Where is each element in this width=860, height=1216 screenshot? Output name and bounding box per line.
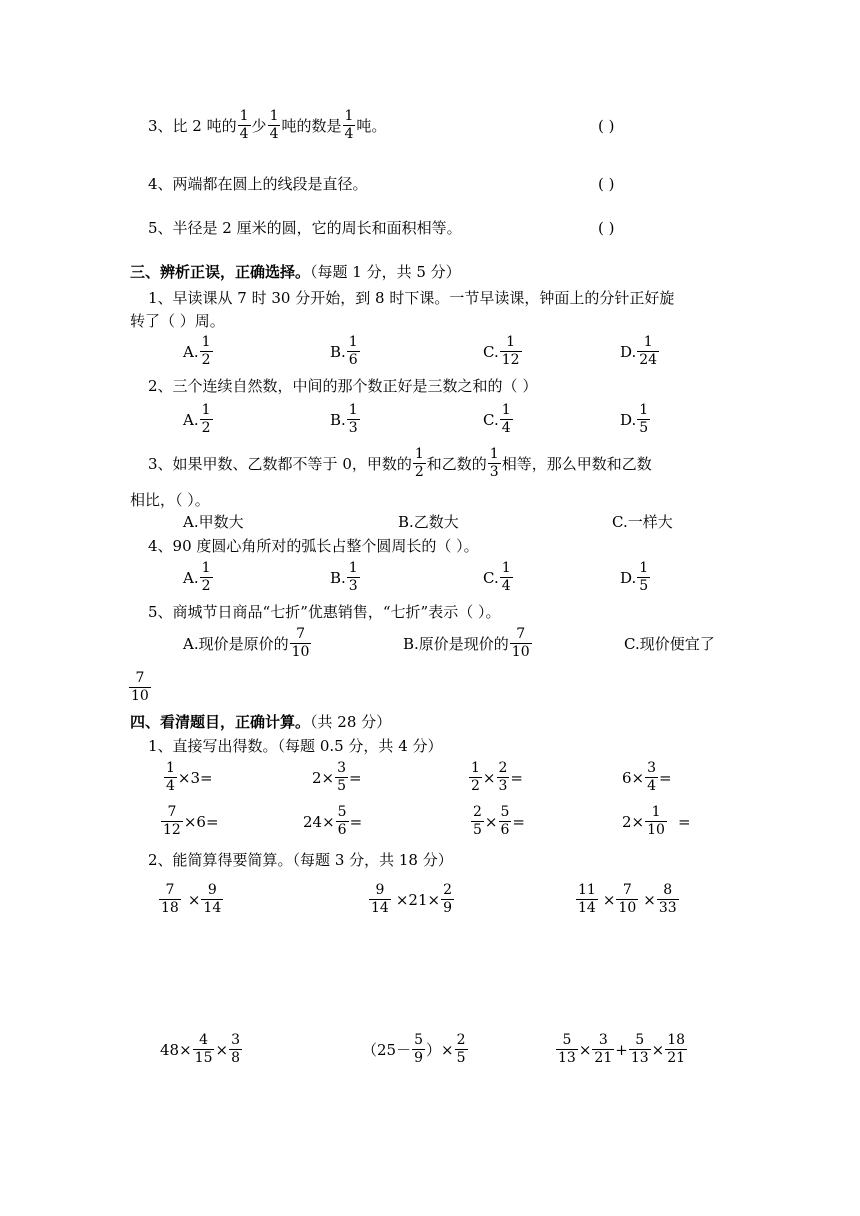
calc-d5: $\frac{7}{12}$ ×6= [163, 804, 219, 838]
s3-q2-option-c[interactable]: C. $\frac{1}{4}$ [483, 402, 511, 436]
s3-q5-option-a[interactable]: A.现价是原价的 $\frac{7}{10}$ [183, 626, 310, 660]
calc-c1: $\frac{7}{18}$ × $\frac{9}{14}$ [161, 882, 222, 916]
s3-q1-line1: 1、早读课从 7 时 30 分开始，到 8 时下课。一节早读课，钟面上的分针正好旋 [148, 289, 675, 307]
section-3-heading: 三、辨析正误，正确选择。（每题 1 分，共 5 分） [130, 263, 461, 281]
fraction: $\frac{1}{4}$ [239, 108, 249, 142]
s3-q3-line1: 3、如果甲数、乙数都不等于 0，甲数的 $\frac{1}{2}$ 和乙数的 $\frac{1}{3}$ 相等，那么甲数和乙数 [148, 446, 652, 480]
calc-c2: $\frac{9}{14}$ ×21× $\frac{2}{9}$ [371, 882, 452, 916]
calc-c5: （25－ $\frac{5}{9}$ ）× $\frac{2}{5}$ [362, 1032, 466, 1066]
calc-c6: $\frac{5}{13}$ × $\frac{3}{21}$ + $\frac{5}{13}$ × $\frac{18}{21}$ [558, 1032, 686, 1066]
s4-sub1-title: 1、直接写出得数。（每题 0.5 分，共 4 分） [148, 737, 443, 755]
s3-q5-option-c-fraction: $\frac{7}{10}$ [131, 670, 149, 704]
answer-paren[interactable]: ( ) [598, 219, 615, 237]
s3-q4-option-d[interactable]: D. $\frac{1}{5}$ [620, 560, 649, 594]
fraction: $\frac{1}{4}$ [344, 108, 354, 142]
calc-d8: 2× $\frac{1}{10}$ = [622, 804, 691, 838]
s3-q5-option-c[interactable]: C.现价便宜了 [624, 635, 715, 653]
s3-q2-option-a[interactable]: A. $\frac{1}{2}$ [183, 402, 211, 436]
s3-q5-option-b[interactable]: B.原价是现价的 $\frac{7}{10}$ [403, 626, 530, 660]
calc-d4: 6× $\frac{3}{4}$ = [622, 760, 672, 794]
answer-paren[interactable]: ( ) [598, 117, 615, 135]
s3-q4-option-b[interactable]: B. $\frac{1}{3}$ [330, 560, 358, 594]
calc-d6: 24× $\frac{5}{6}$ = [303, 804, 363, 838]
section-4-heading: 四、看清题目，正确计算。（共 28 分） [130, 713, 392, 731]
calc-d2: 2× $\frac{3}{5}$ = [312, 760, 362, 794]
calc-c3: $\frac{11}{14}$ × $\frac{7}{10}$ × $\frac{8}{33}$ [578, 882, 677, 916]
s3-q2-option-b[interactable]: B. $\frac{1}{3}$ [330, 402, 358, 436]
s3-q1-option-a[interactable]: A. $\frac{1}{2}$ [183, 334, 211, 368]
answer-paren[interactable]: ( ) [598, 175, 615, 193]
s3-q2-text: 2、三个连续自然数，中间的那个数正好是三数之和的（ ） [148, 377, 538, 395]
s3-q4-text: 4、90 度圆心角所对的弧长占整个圆周长的（ ）。 [148, 537, 479, 555]
s3-q3-option-b[interactable]: B.乙数大 [398, 513, 459, 531]
s4-sub2-title: 2、能简算得要简算。（每题 3 分，共 18 分） [148, 851, 453, 869]
calc-d7: $\frac{2}{5}$ × $\frac{5}{6}$ = [473, 804, 525, 838]
judge-q4: 4、两端都在圆上的线段是直径。 [148, 175, 368, 193]
calc-d3: $\frac{1}{2}$ × $\frac{2}{3}$ = [471, 760, 523, 794]
s3-q3-line2: 相比，（ ）。 [130, 491, 210, 509]
calc-c4: 48× $\frac{4}{15}$ × $\frac{3}{8}$ [160, 1032, 240, 1066]
s3-q4-option-a[interactable]: A. $\frac{1}{2}$ [183, 560, 211, 594]
judge-q3: 3、比 2 吨的 $\frac{1}{4}$ 少 $\frac{1}{4}$ 吨的数是 $\frac{1}{4}$ 吨。 [148, 108, 387, 142]
s3-q2-option-d[interactable]: D. $\frac{1}{5}$ [620, 402, 649, 436]
s3-q5-text: 5、商城节日商品“七折”优惠销售，“七折”表示（ ）。 [148, 603, 501, 621]
s3-q3-option-a[interactable]: A.甲数大 [183, 513, 244, 531]
fraction: $\frac{1}{4}$ [269, 108, 279, 142]
judge-q5: 5、半径是 2 厘米的圆，它的周长和面积相等。 [148, 219, 462, 237]
s3-q3-option-c[interactable]: C.一样大 [612, 513, 673, 531]
s3-q1-option-c[interactable]: C. $\frac{1}{12}$ [483, 334, 520, 368]
calc-d1: $\frac{1}{4}$ ×3= [166, 760, 213, 794]
s3-q1-line2: 转了（ ）周。 [130, 312, 225, 330]
s3-q1-option-d[interactable]: D. $\frac{1}{24}$ [620, 334, 658, 368]
s3-q1-option-b[interactable]: B. $\frac{1}{6}$ [330, 334, 358, 368]
s3-q4-option-c[interactable]: C. $\frac{1}{4}$ [483, 560, 511, 594]
